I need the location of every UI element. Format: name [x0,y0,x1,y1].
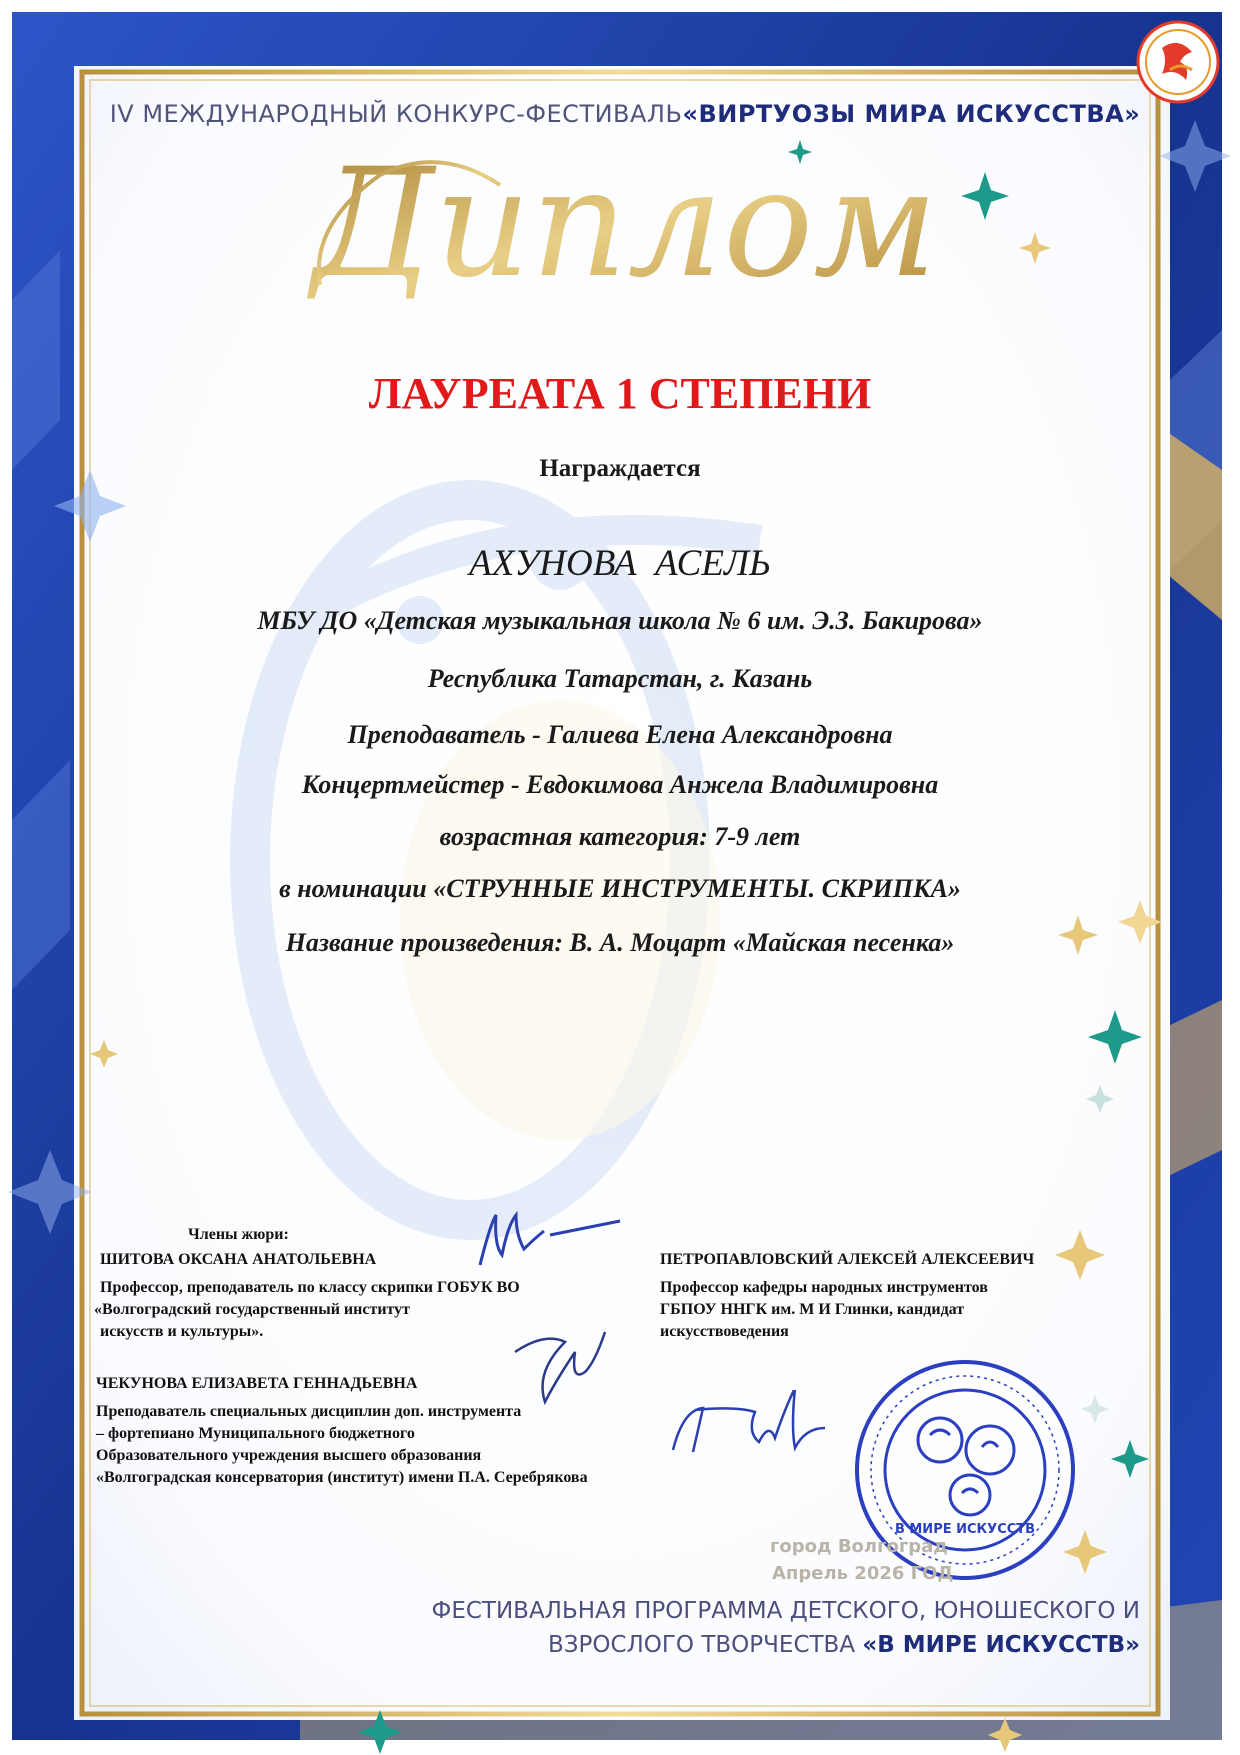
accompanist-line: Концертмейстер - Евдокимова Анжела Владимировна [301,770,939,799]
jury-member-1-name: ШИТОВА ОКСАНА АНАТОЛЬЕВНА [100,1251,377,1268]
jury-member-1-desc-1: Профессор, преподаватель по классу скрипки ГОБУК ВО [100,1279,520,1296]
footer-program-line-2 [360,1632,1140,1658]
piece-title-line: Название произведения: В. А. Моцарт «Майская песенка» [285,928,955,957]
age-category-line: возрастная категория: 7-9 лет [439,822,801,851]
awardee-name: АХУНОВА АСЕЛЬ [469,543,771,584]
school-line: МБУ ДО «Детская музыкальная школа № 6 им. Э.З. Бакирова» [257,606,983,635]
jury-member-3-desc-3: искусствоведения [660,1323,789,1340]
jury-member-2-desc-4: «Волгоградская консерватория (институт) имени П.А. Серебрякова [96,1469,588,1486]
jury-title: Члены жюри: [188,1226,289,1243]
jury-member-3 [660,1249,1034,1343]
teacher-line: Преподаватель - Галиева Елена Александровна [347,720,893,749]
jury-member-3-name: ПЕТРОПАВЛОВСКИЙ АЛЕКСЕЙ АЛЕКСЕЕВИЧ [660,1251,1035,1268]
awarded-label: Награждается [539,455,701,482]
jury-member-1-desc-3: искусств и культуры». [100,1323,264,1340]
jury-member-3-desc-2: ГБПОУ ННГК им. М И Глинки, кандидат [660,1301,965,1318]
footer-date: Апрель 2026 ГОД [772,1563,954,1584]
diploma-script-title [300,135,950,325]
festival-prefix: IV МЕЖДУНАРОДНЫЙ КОНКУРС-ФЕСТИВАЛЬ [109,100,683,128]
jury-member-2-desc-3: Образовательного учреждения высшего образования [96,1447,482,1464]
jury-member-2-desc-1: Преподаватель специальных дисциплин доп. инструмента [96,1403,522,1420]
jury-member-1-desc-2: «Волгоградский государственный институт [94,1301,411,1318]
signature-1-icon [470,1205,630,1275]
jury-member-2-name: ЧЕКУНОВА ЕЛИЗАВЕТА ГЕННАДЬЕВНА [96,1375,418,1392]
footer-program-prefix: ВЗРОСЛОГО ТВОРЧЕСТВА [547,1632,863,1658]
footer-program-name: «В МИРЕ ИСКУССТВ» [862,1632,1140,1658]
festival-logo-emblem [1138,22,1218,102]
region-line: Республика Татарстан, г. Казань [427,664,813,693]
signature-3-icon [665,1390,835,1470]
jury-member-1 [94,1249,520,1343]
stamp-text: В МИРЕ ИСКУССТВ [894,1522,1036,1537]
footer-program-line-1: ФЕСТИВАЛЬНАЯ ПРОГРАММА ДЕТСКОГО, ЮНОШЕСКОГО И [431,1598,1140,1624]
signature-2-icon [505,1322,615,1412]
festival-name: «ВИРТУОЗЫ МИРА ИСКУССТВА» [682,100,1141,128]
jury-member-3-desc-1: Профессор кафедры народных инструментов [660,1279,988,1296]
nomination-line: в номинации «СТРУННЫЕ ИНСТРУМЕНТЫ. СКРИПКА» [279,874,961,903]
jury-member-2-desc-2: – фортепиано Муниципального бюджетного [96,1425,415,1442]
footer-city: город Волгоград [770,1536,948,1557]
festival-header [100,100,1150,128]
diploma-word-text: Диплом [312,137,938,311]
laureate-degree: ЛАУРЕАТА 1 СТЕПЕНИ [368,369,872,418]
